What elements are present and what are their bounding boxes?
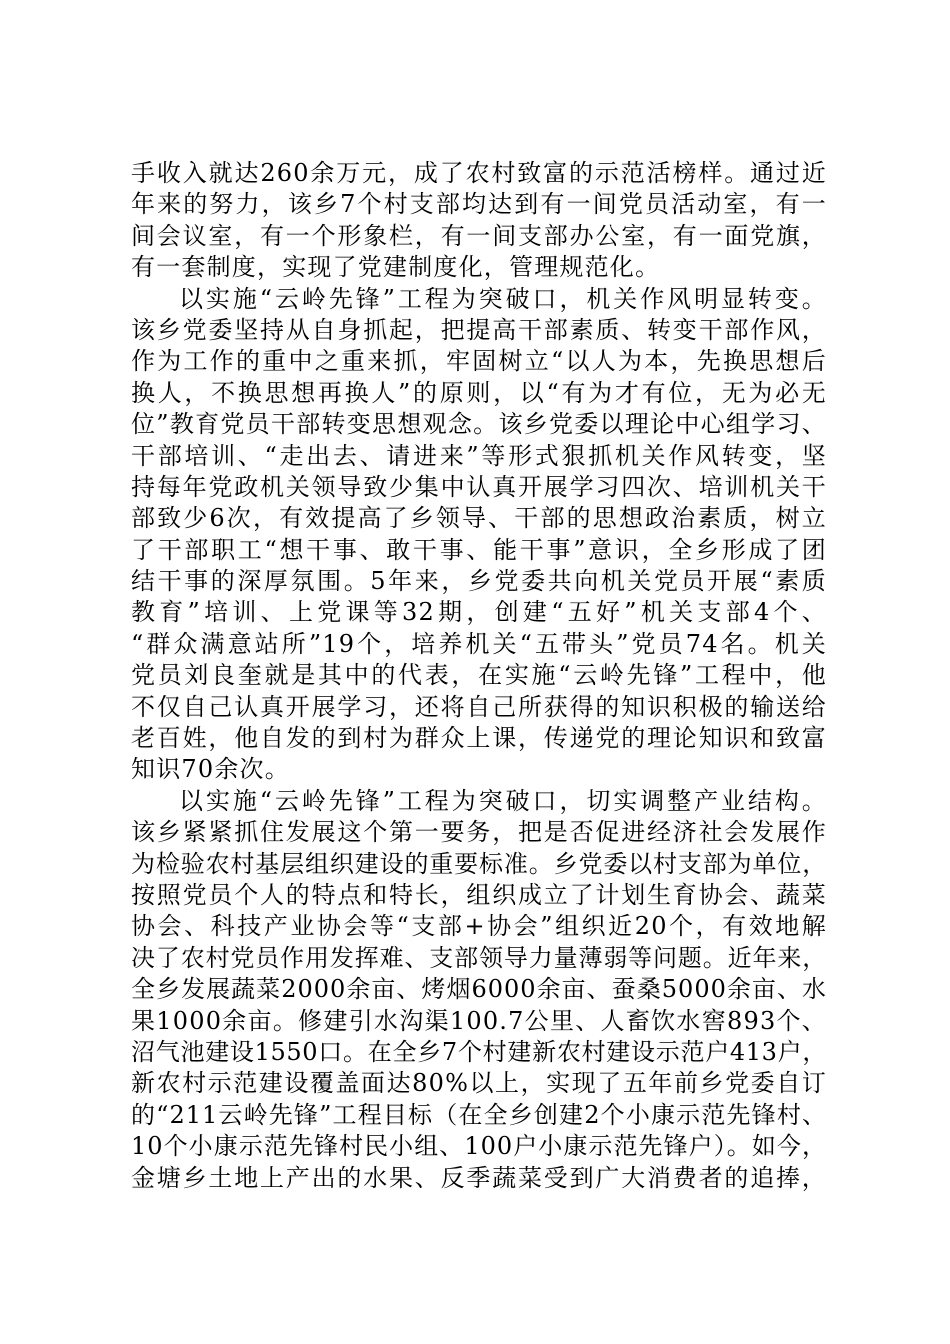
paragraph-2-line: 位”教育党员干部转变思想观念。该乡党委以理论中心组学习、	[131, 410, 827, 439]
paragraph-2-line: 该乡党委坚持从自身抓起，把提高干部素质、转变干部作风，	[131, 315, 827, 344]
paragraph-3-line: 沼气池建设1550口。在全乡7个村建新农村建设示范户413户，	[131, 1037, 827, 1066]
paragraph-2-line: 老百姓，他自发的到村为群众上课，传递党的理论知识和致富	[131, 724, 827, 753]
paragraph-3-line: 协会、科技产业协会等“支部+协会”组织近20个，有效地解	[131, 912, 827, 941]
paragraph-3-line: 以实施“云岭先锋”工程为突破口，切实调整产业结构。	[179, 786, 827, 815]
paragraph-2-line: 党员刘良奎就是其中的代表，在实施“云岭先锋”工程中，他	[131, 661, 827, 690]
paragraph-2-line: 知识70余次。	[131, 755, 290, 784]
paragraph-2-line: 不仅自己认真开展学习，还将自己所获得的知识积极的输送给	[131, 692, 827, 721]
paragraph-3-line: 全乡发展蔬菜2000余亩、烤烟6000余亩、蚕桑5000余亩、水	[131, 975, 827, 1004]
paragraph-3-line: 按照党员个人的特点和特长，组织成立了计划生育协会、蔬菜	[131, 880, 827, 909]
paragraph-2-line: 作为工作的重中之重来抓，牢固树立“以人为本，先换思想后	[131, 347, 827, 376]
paragraph-3-line: 果1000余亩。修建引水沟渠100.7公里、人畜饮水窖893个、	[131, 1006, 827, 1035]
paragraph-2-line: 教育”培训、上党课等32期，创建“五好”机关支部4个、	[131, 598, 827, 627]
paragraph-2-line: 以实施“云岭先锋”工程为突破口，机关作风明显转变。	[179, 284, 827, 313]
paragraph-2-line: 结干事的深厚氛围。5年来，乡党委共向机关党员开展“素质	[131, 567, 827, 596]
paragraph-3-line: 为检验农村基层组织建设的重要标准。乡党委以村支部为单位，	[131, 849, 827, 878]
paragraph-2-line: 持每年党政机关领导致少集中认真开展学习四次、培训机关干	[131, 472, 827, 501]
paragraph-3-line: 该乡紧紧抓住发展这个第一要务，把是否促进经济社会发展作	[131, 818, 827, 847]
paragraph-1-line: 间会议室，有一个形象栏，有一间支部办公室，有一面党旗，	[131, 221, 827, 250]
paragraph-3-line: 金塘乡土地上产出的水果、反季蔬菜受到广大消费者的追捧，	[131, 1163, 827, 1192]
document-body	[131, 158, 827, 1194]
paragraph-2-line: “群众满意站所”19个，培养机关“五带头”党员74名。机关	[131, 629, 827, 658]
paragraph-1-line: 有一套制度，实现了党建制度化，管理规范化。	[131, 253, 661, 282]
paragraph-2-line: 干部培训、“走出去、请进来”等形式狠抓机关作风转变，坚	[131, 441, 827, 470]
paragraph-3-line: 的“211云岭先锋”工程目标（在全乡创建2个小康示范先锋村、	[131, 1100, 827, 1129]
paragraph-3-line: 10个小康示范先锋村民小组、100户小康示范先锋户）。如今，	[131, 1132, 827, 1161]
paragraph-2-line: 部致少6次，有效提高了乡领导、干部的思想政治素质，树立	[131, 504, 827, 533]
paragraph-1-line: 手收入就达260余万元，成了农村致富的示范活榜样。通过近	[131, 159, 827, 187]
paragraph-2-line: 换人，不换思想再换人”的原则，以“有为才有位，无为必无	[131, 378, 827, 407]
paragraph-3-line: 决了农村党员作用发挥难、支部领导力量薄弱等问题。近年来，	[131, 943, 827, 972]
paragraph-2-line: 了干部职工“想干事、敢干事、能干事”意识，全乡形成了团	[131, 535, 827, 564]
paragraph-1-line: 年来的努力，该乡7个村支部均达到有一间党员活动室，有一	[131, 190, 827, 219]
paragraph-3-line: 新农村示范建设覆盖面达80%以上，实现了五年前乡党委自订	[131, 1069, 827, 1098]
